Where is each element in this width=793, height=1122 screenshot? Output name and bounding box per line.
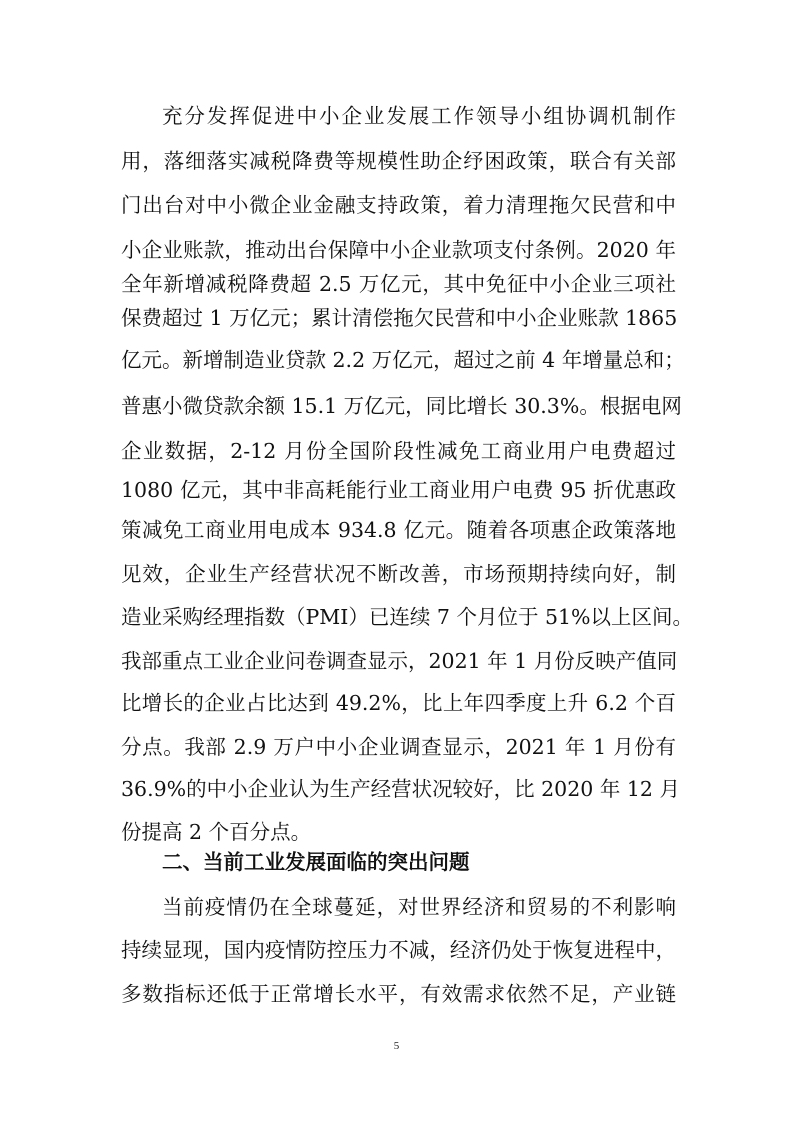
paragraph-line: 我部重点工业企业问卷调查显示，2021 年 1 月份反映产值同 [121,649,678,673]
paragraph-line: 比增长的企业占比达到 49.2%，比上年四季度上升 6.2 个百 [121,691,676,715]
paragraph-line: 保费超过 1 万亿元；累计清偿拖欠民营和中小企业账款 1865 [121,306,678,330]
paragraph-line: 小企业账款，推动出台保障中小企业款项支付条例。2020 年 [121,238,676,262]
paragraph-line: 企业数据，2-12 月份全国阶段性减免工商业用户电费超过 [121,439,676,463]
paragraph-line: 见效，企业生产经营状况不断改善，市场预期持续向好，制 [121,562,676,586]
paragraph-line: 当前疫情仍在全球蔓延，对世界经济和贸易的不利影响 [162,895,676,919]
paragraph-line: 36.9%的中小企业认为生产经营状况较好，比 2020 年 12 月 [121,777,680,801]
paragraph-line: 普惠小微贷款余额 15.1 万亿元，同比增长 30.3%。根据电网 [121,394,682,418]
paragraph-line: 1080 亿元，其中非高耗能行业工商业用户电费 95 折优惠政 [121,478,676,502]
paragraph-line: 全年新增减税降费超 2.5 万亿元，其中免征中小企业三项社 [121,272,676,296]
paragraph-line: 持续显现，国内疫情防控压力不减，经济仍处于恢复进程中， [121,938,676,962]
paragraph-line: 用，落细落实减税降费等规模性助企纾困政策，联合有关部 [121,149,676,173]
paragraph-line: 份提高 2 个百分点。 [121,820,312,844]
paragraph-line: 亿元。新增制造业贷款 2.2 万亿元，超过之前 4 年增量总和； [121,348,685,372]
paragraph-line: 分点。我部 2.9 万户中小企业调查显示，2021 年 1 月份有 [121,735,676,759]
paragraph-line: 造业采购经理指数（PMI）已连续 7 个月位于 51%以上区间。 [121,605,694,629]
paragraph-line: 充分发挥促进中小企业发展工作领导小组协调机制作 [162,104,676,128]
paragraph-line: 多数指标还低于正常增长水平，有效需求依然不足，产业链 [121,982,676,1006]
paragraph-line: 门出台对中小微企业金融支持政策，着力清理拖欠民营和中 [121,193,676,217]
paragraph-line: 策减免工商业用电成本 934.8 亿元。随着各项惠企政策落地 [121,518,676,542]
section-heading: 二、当前工业发展面临的突出问题 [162,850,470,874]
page-number: 5 [393,1040,400,1052]
